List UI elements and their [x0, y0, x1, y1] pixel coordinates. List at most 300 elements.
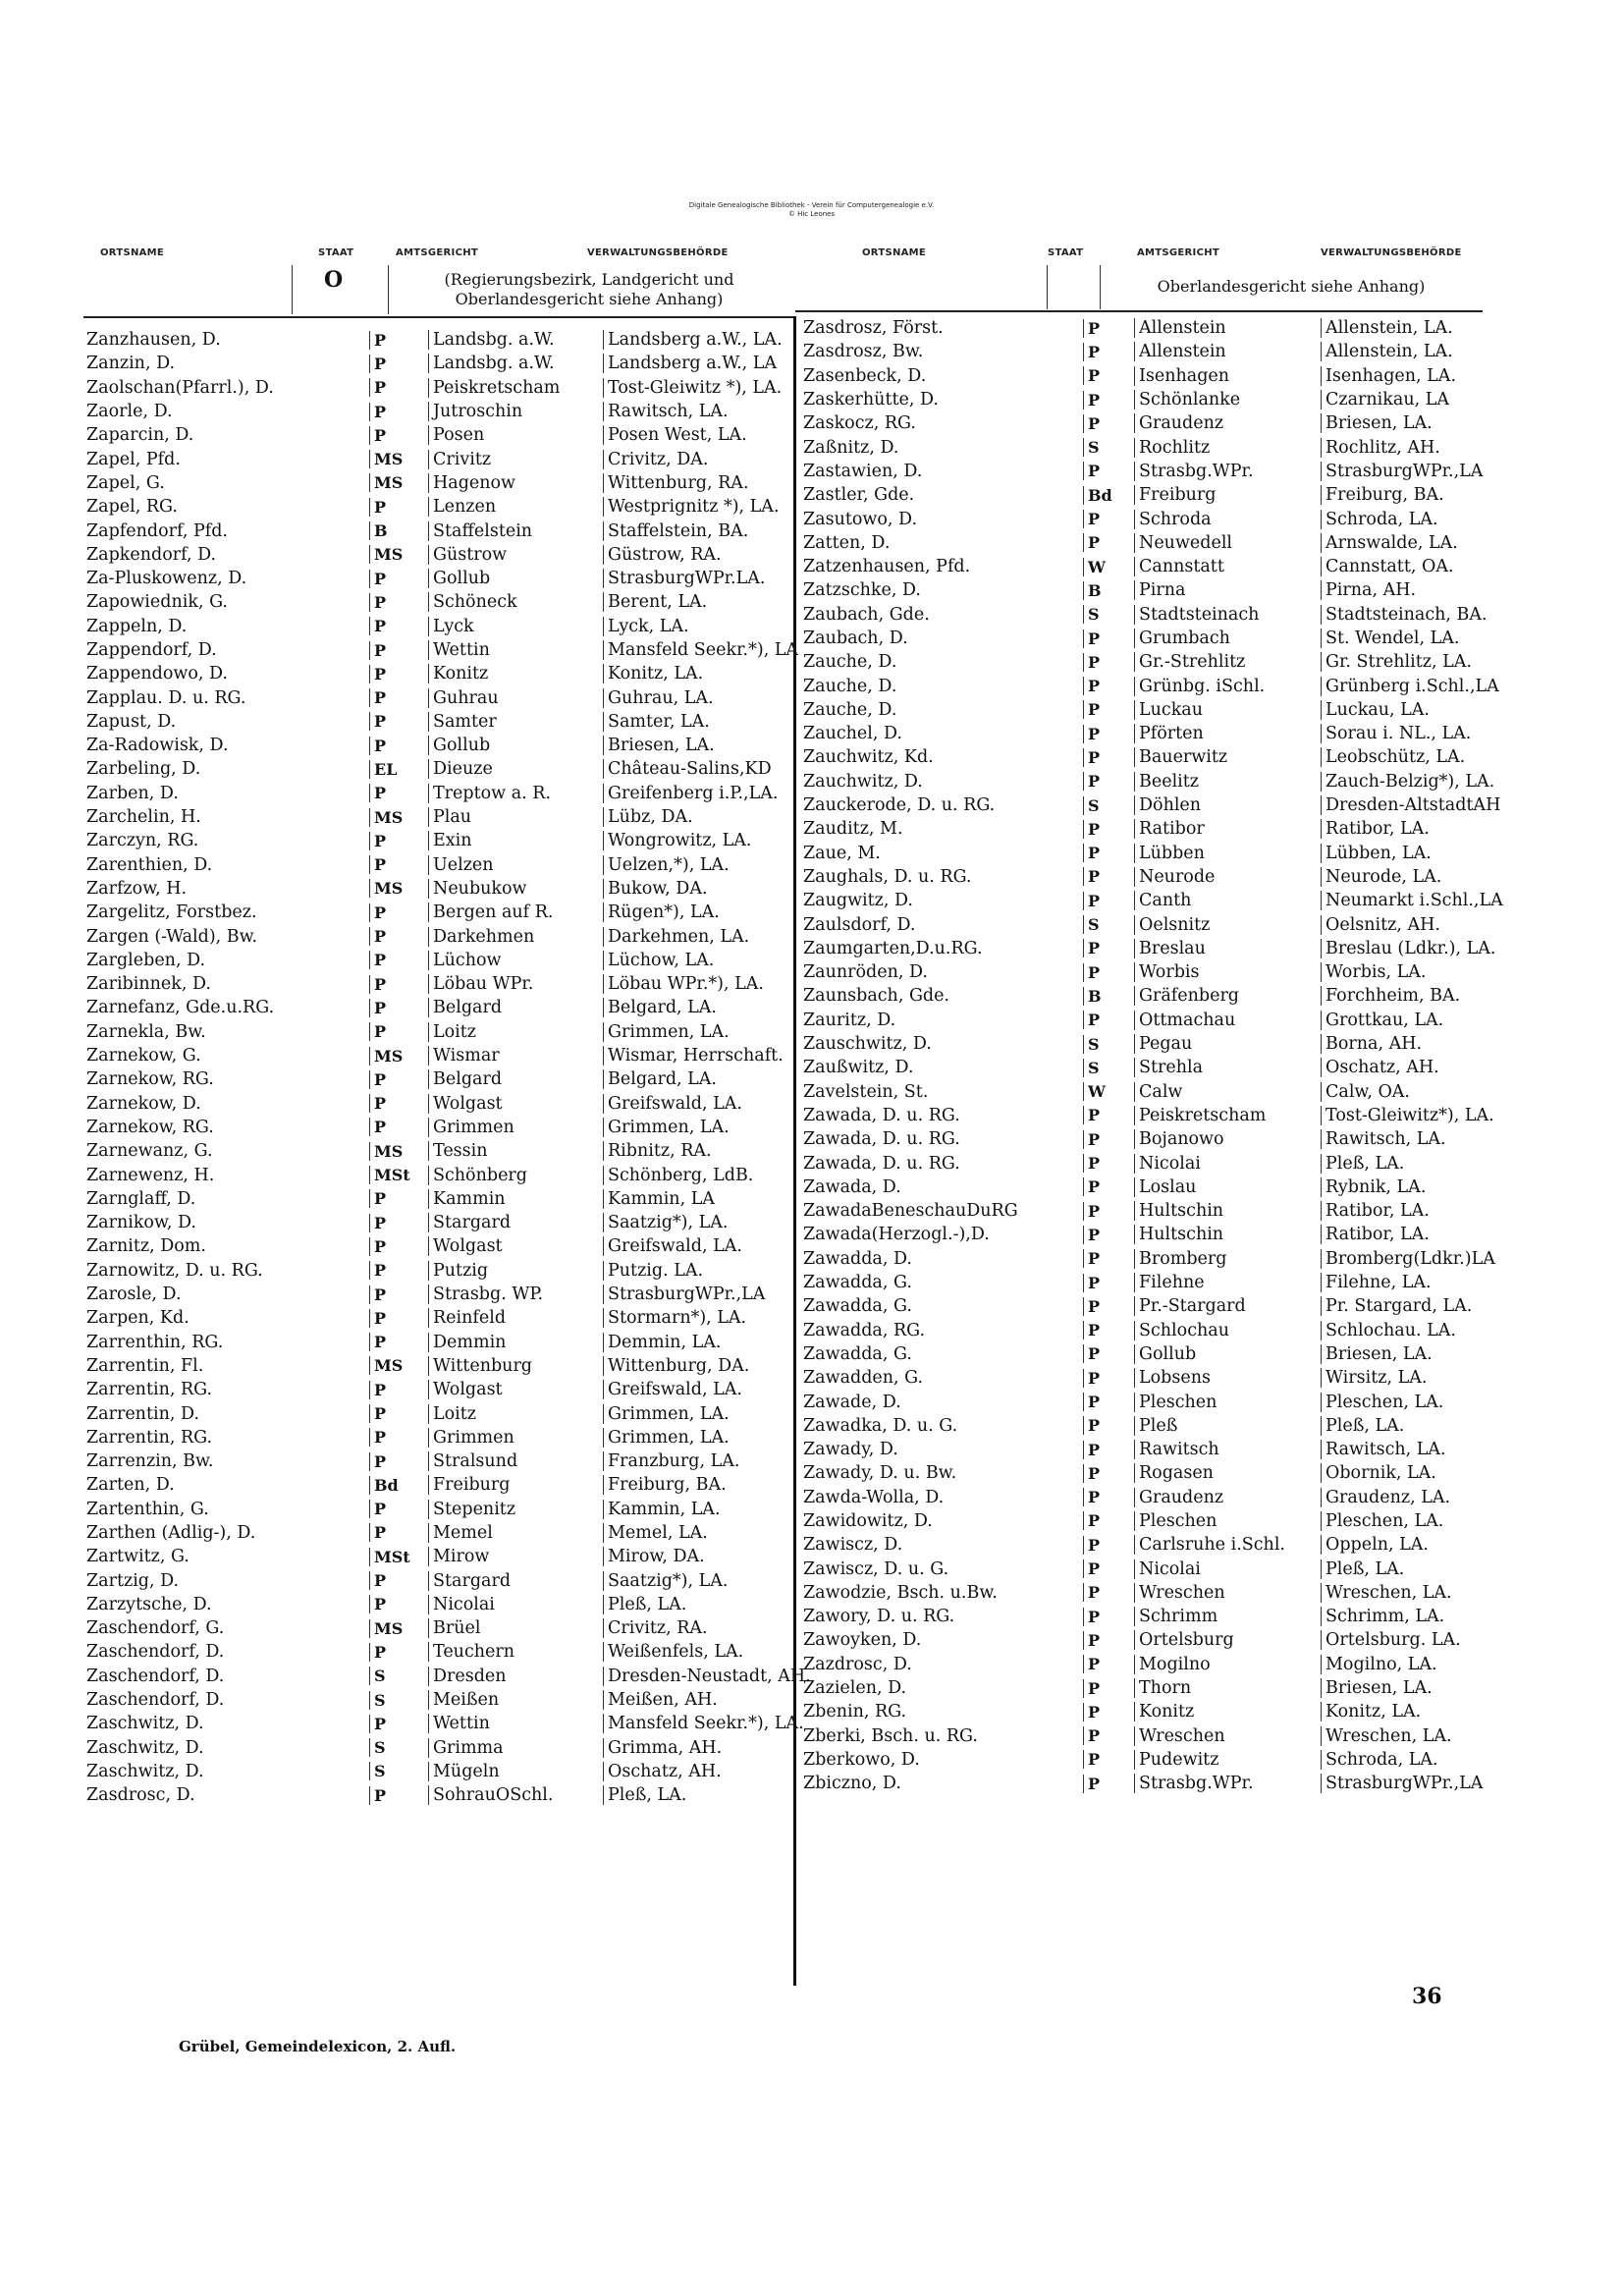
- place-name: Za-Radowisk, D.: [86, 736, 229, 756]
- divider: [292, 265, 293, 314]
- administrative-authority: Allenstein, LA.: [1321, 342, 1539, 361]
- district-court: Bojanowo: [1134, 1129, 1321, 1149]
- state-code: P: [1083, 1583, 1134, 1602]
- district-court: Meißen: [428, 1690, 603, 1710]
- state-code: S: [1083, 1035, 1134, 1054]
- state-code: P: [1083, 1441, 1134, 1459]
- place-name: Zawiscz, D.: [803, 1535, 903, 1556]
- state-code: P: [369, 1571, 428, 1590]
- place-name: Zaparcin, D.: [86, 425, 194, 446]
- state-code: P: [1083, 1464, 1134, 1483]
- table-row: [803, 1294, 1539, 1318]
- place-name: Zaschendorf, D.: [86, 1642, 225, 1663]
- state-code: P: [1083, 1274, 1134, 1292]
- district-court: Schlochau: [1134, 1321, 1321, 1340]
- place-name: Zappeln, D.: [86, 616, 188, 636]
- place-name: Zaugwitz, D.: [803, 891, 913, 911]
- place-name: Zarrentin, Fl.: [86, 1355, 204, 1376]
- administrative-authority: Löbau WPr.*), LA.: [603, 974, 823, 994]
- place-name: Zarzytsche, D.: [86, 1594, 212, 1614]
- administrative-authority: Pleß, LA.: [603, 1595, 823, 1614]
- table-row: [86, 901, 823, 924]
- table-row: [86, 949, 823, 972]
- place-name: Zawade, D.: [803, 1392, 901, 1412]
- table-row: [86, 710, 823, 734]
- table-row: [803, 817, 1539, 841]
- place-name: Zarrentin, RG.: [86, 1427, 213, 1448]
- state-code: P: [1083, 1679, 1134, 1698]
- table-row: [86, 1736, 823, 1760]
- table-row: [803, 1605, 1539, 1628]
- state-code: P: [369, 951, 428, 969]
- administrative-authority: Greifswald, LA.: [603, 1094, 823, 1114]
- district-court: Belgard: [428, 998, 603, 1017]
- table-row: [803, 555, 1539, 578]
- district-court: Brüel: [428, 1618, 603, 1638]
- administrative-authority: Forchheim, BA.: [1321, 986, 1539, 1006]
- state-code: S: [369, 1691, 428, 1710]
- state-code: P: [369, 712, 428, 731]
- table-row: [803, 1533, 1539, 1557]
- district-court: Ratibor: [1134, 819, 1321, 839]
- district-court: Neuwedell: [1134, 533, 1321, 553]
- table-row: [803, 316, 1539, 340]
- district-court: Stralsund: [428, 1451, 603, 1471]
- administrative-authority: Lübben, LA.: [1321, 844, 1539, 863]
- district-court: Plau: [428, 807, 603, 827]
- district-court: Stargard: [428, 1571, 603, 1591]
- state-code: W: [1083, 558, 1134, 576]
- place-name: Zarnekla, Bw.: [86, 1021, 206, 1042]
- place-name: Zapel, G.: [86, 472, 165, 493]
- table-row: [86, 1640, 823, 1664]
- place-name: Zawada, D.: [803, 1176, 901, 1197]
- place-name: Zawada(Herzogl.-),D.: [803, 1225, 990, 1245]
- state-code: P: [369, 1285, 428, 1304]
- district-court: Samter: [428, 712, 603, 732]
- table-row: [803, 1724, 1539, 1748]
- district-court: Strasbg.WPr.: [1134, 1774, 1321, 1793]
- credit-line-2: © Hic Leones: [787, 210, 836, 218]
- administrative-authority: Kammin, LA: [603, 1189, 823, 1209]
- state-code: P: [1083, 1703, 1134, 1722]
- place-name: Zarnewanz, G.: [86, 1141, 213, 1162]
- administrative-authority: Ribnitz, RA.: [603, 1141, 823, 1161]
- state-code: MS: [369, 879, 428, 898]
- district-court: Pirna: [1134, 580, 1321, 600]
- administrative-authority: StrasburgWPr.LA.: [603, 569, 823, 588]
- administrative-authority: Grimmen, LA.: [603, 1404, 823, 1424]
- place-name: Zawadda, RG.: [803, 1320, 926, 1340]
- state-code: Bd: [1083, 486, 1134, 505]
- district-court: Gollub: [428, 736, 603, 755]
- place-name: Zapowiednik, G.: [86, 592, 228, 613]
- place-name: Zawadda, G.: [803, 1273, 912, 1293]
- table-row: [803, 1104, 1539, 1127]
- administrative-authority: Freiburg, BA.: [603, 1475, 823, 1495]
- place-name: Zazdrosc, D.: [803, 1654, 912, 1674]
- state-code: P: [1083, 700, 1134, 719]
- administrative-authority: Belgard, LA.: [603, 998, 823, 1017]
- state-code: P: [369, 641, 428, 660]
- place-name: Zauchwitz, Kd.: [803, 747, 934, 768]
- district-court: Grimma: [428, 1738, 603, 1758]
- table-row: [803, 1366, 1539, 1390]
- district-court: Stadtsteinach: [1134, 605, 1321, 625]
- table-row: [803, 1438, 1539, 1461]
- district-court: Rawitsch: [1134, 1440, 1321, 1459]
- state-code: S: [1083, 915, 1134, 934]
- district-court: Schroda: [1134, 510, 1321, 529]
- table-row: [86, 1449, 823, 1473]
- state-code: P: [1083, 963, 1134, 982]
- place-name: Zberkowo, D.: [803, 1749, 920, 1770]
- place-name: Zauritz, D.: [803, 1010, 896, 1030]
- place-name: Zatzschke, D.: [803, 580, 921, 601]
- administrative-authority: Graudenz, LA.: [1321, 1488, 1539, 1507]
- administrative-authority: Lyck, LA.: [603, 617, 823, 636]
- place-name: Zarbeling, D.: [86, 759, 201, 780]
- district-court: Pudewitz: [1134, 1750, 1321, 1770]
- table-row: [86, 853, 823, 877]
- administrative-authority: Greifswald, LA.: [603, 1380, 823, 1399]
- administrative-authority: Allenstein, LA.: [1321, 318, 1539, 338]
- table-row: [803, 1700, 1539, 1723]
- state-code: P: [1083, 1559, 1134, 1578]
- administrative-authority: Borna, AH.: [1321, 1034, 1539, 1054]
- district-court: Gr.-Strehlitz: [1134, 652, 1321, 672]
- state-code: P: [1083, 391, 1134, 410]
- place-name: Zauckerode, D. u. RG.: [803, 795, 996, 816]
- place-name: Za-Pluskowenz, D.: [86, 569, 247, 589]
- district-court: Lüchow: [428, 951, 603, 970]
- district-court: Uelzen: [428, 855, 603, 875]
- place-name: Zarthen (Adlig-), D.: [86, 1522, 256, 1543]
- administrative-authority: Landsberg a.W., LA.: [603, 330, 823, 350]
- administrative-authority: Lübz, DA.: [603, 807, 823, 827]
- place-name: Zapel, RG.: [86, 497, 178, 518]
- administrative-authority: Pleschen, LA.: [1321, 1511, 1539, 1531]
- state-code: P: [369, 975, 428, 994]
- state-code: P: [1083, 892, 1134, 910]
- district-court: Loslau: [1134, 1177, 1321, 1197]
- table-row: [86, 1020, 823, 1044]
- table-row: [86, 1283, 823, 1306]
- table-row: [803, 698, 1539, 722]
- administrative-authority: Zauch-Belzig*), LA.: [1321, 772, 1539, 792]
- place-name: Zawadda, D.: [803, 1248, 912, 1269]
- table-row: [803, 1414, 1539, 1438]
- administrative-authority: Wirsitz, LA.: [1321, 1368, 1539, 1388]
- administrative-authority: Rawitsch, LA.: [603, 402, 823, 421]
- region-note-line-2: Oberlandesgericht siehe Anhang): [455, 290, 724, 308]
- district-court: Nicolai: [428, 1595, 603, 1614]
- district-court: Luckau: [1134, 700, 1321, 720]
- state-code: P: [1083, 748, 1134, 767]
- staat-symbol-left: O: [324, 267, 344, 293]
- table-row: [803, 483, 1539, 507]
- administrative-authority: Rawitsch, LA.: [1321, 1440, 1539, 1459]
- administrative-authority: Worbis, LA.: [1321, 962, 1539, 982]
- place-name: Zaschendorf, D.: [86, 1690, 225, 1711]
- administrative-authority: Konitz, LA.: [1321, 1702, 1539, 1722]
- left-header-ortsname: ORTSNAME: [100, 247, 165, 258]
- district-court: Mügeln: [428, 1762, 603, 1781]
- place-name: Zarfzow, H.: [86, 878, 188, 899]
- administrative-authority: Tost-Gleiwitz *), LA.: [603, 378, 823, 398]
- state-code: P: [1083, 1726, 1134, 1745]
- state-code: P: [369, 1523, 428, 1542]
- state-code: P: [369, 784, 428, 802]
- table-row: [803, 411, 1539, 435]
- administrative-authority: Ortelsburg. LA.: [1321, 1630, 1539, 1650]
- table-row: [86, 590, 823, 614]
- place-name: Zaßnitz, D.: [803, 437, 899, 458]
- district-court: Treptow a. R.: [428, 784, 603, 803]
- administrative-authority: Oelsnitz, AH.: [1321, 915, 1539, 935]
- district-court: Nicolai: [1134, 1559, 1321, 1579]
- district-court: Grumbach: [1134, 629, 1321, 648]
- table-row: [86, 1116, 823, 1139]
- district-court: Allenstein: [1134, 342, 1321, 361]
- table-row: [803, 1772, 1539, 1795]
- place-name: Zartwitz, G.: [86, 1547, 189, 1567]
- district-court: Wettin: [428, 640, 603, 660]
- table-row: [86, 1067, 823, 1091]
- administrative-authority: Grimmen, LA.: [603, 1428, 823, 1448]
- district-court: Bromberg: [1134, 1249, 1321, 1269]
- state-code: P: [1083, 343, 1134, 361]
- table-row: [86, 543, 823, 567]
- administrative-authority: Cannstatt, OA.: [1321, 557, 1539, 576]
- table-row: [803, 1557, 1539, 1580]
- table-row: [803, 960, 1539, 984]
- rule-right: [795, 310, 1483, 312]
- district-court: Canth: [1134, 891, 1321, 910]
- district-court: Stargard: [428, 1213, 603, 1232]
- administrative-authority: Kammin, LA.: [603, 1500, 823, 1519]
- place-name: Zarnekow, RG.: [86, 1069, 214, 1090]
- table-row: [803, 842, 1539, 865]
- place-name: Zargleben, D.: [86, 950, 206, 970]
- administrative-authority: StrasburgWPr.,LA: [1321, 462, 1539, 481]
- state-code: S: [369, 1762, 428, 1780]
- table-row: [803, 674, 1539, 697]
- place-name: Zauche, D.: [803, 699, 897, 720]
- table-row: [86, 757, 823, 781]
- state-code: P: [1083, 939, 1134, 957]
- administrative-authority: Belgard, LA.: [603, 1069, 823, 1089]
- state-code: P: [1083, 1249, 1134, 1268]
- state-code: MS: [369, 1142, 428, 1161]
- administrative-authority: Stadtsteinach, BA.: [1321, 605, 1539, 625]
- district-court: Neubukow: [428, 879, 603, 899]
- left-header-staat: STAAT: [318, 247, 354, 258]
- place-name: Zatzenhausen, Pfd.: [803, 557, 971, 577]
- district-court: Staffelstein: [428, 521, 603, 541]
- district-court: Memel: [428, 1523, 603, 1543]
- administrative-authority: Oppeln, LA.: [1321, 1535, 1539, 1555]
- state-code: P: [1083, 1775, 1134, 1793]
- place-name: Zarosle, D.: [86, 1285, 182, 1305]
- table-row: [86, 877, 823, 901]
- state-code: P: [1083, 653, 1134, 672]
- district-court: Pförten: [1134, 724, 1321, 743]
- table-row: [803, 531, 1539, 555]
- administrative-authority: Pleß, LA.: [1321, 1559, 1539, 1579]
- place-name: Zawada, D. u. RG.: [803, 1153, 960, 1174]
- district-court: Gollub: [1134, 1344, 1321, 1364]
- district-court: Filehne: [1134, 1273, 1321, 1292]
- district-court: Konitz: [1134, 1702, 1321, 1722]
- district-court: Mirow: [428, 1547, 603, 1566]
- state-code: P: [369, 1715, 428, 1733]
- district-court: Strehla: [1134, 1058, 1321, 1077]
- place-name: Zauche, D.: [803, 676, 897, 696]
- state-code: S: [1083, 605, 1134, 624]
- table-row: [86, 1426, 823, 1449]
- district-court: Landsbg. a.W.: [428, 354, 603, 373]
- table-row: [86, 972, 823, 996]
- state-code: P: [369, 903, 428, 922]
- credit-notice: [0, 201, 1623, 219]
- table-row: [803, 984, 1539, 1008]
- place-name: Zargelitz, Forstbez.: [86, 902, 257, 923]
- place-name: Zavelstein, St.: [803, 1081, 929, 1102]
- table-row: [86, 1688, 823, 1712]
- table-row: [803, 1223, 1539, 1246]
- table-row: [86, 1593, 823, 1616]
- administrative-authority: Oschatz, AH.: [603, 1762, 823, 1781]
- administrative-authority: Posen West, LA.: [603, 425, 823, 445]
- state-code: P: [1083, 1536, 1134, 1555]
- table-row: [803, 1009, 1539, 1032]
- administrative-authority: St. Wendel, LA.: [1321, 629, 1539, 648]
- district-court: Thorn: [1134, 1678, 1321, 1698]
- state-code: P: [1083, 1750, 1134, 1769]
- state-code: P: [1083, 725, 1134, 743]
- district-court: Lobsens: [1134, 1368, 1321, 1388]
- state-code: P: [1083, 1393, 1134, 1411]
- table-row: [803, 507, 1539, 530]
- table-row: [803, 1271, 1539, 1294]
- district-court: Ortelsburg: [1134, 1630, 1321, 1650]
- place-name: Zarnglaff, D.: [86, 1188, 196, 1209]
- state-code: P: [369, 1237, 428, 1256]
- table-row: [86, 328, 823, 352]
- state-code: S: [1083, 1059, 1134, 1077]
- table-row: [86, 1401, 823, 1425]
- administrative-authority: Mogilno, LA.: [1321, 1655, 1539, 1674]
- place-name: Zaschwitz, D.: [86, 1761, 204, 1781]
- state-code: P: [369, 1595, 428, 1613]
- administrative-authority: Crivitz, DA.: [603, 450, 823, 469]
- table-row: [803, 1151, 1539, 1175]
- state-code: P: [1083, 366, 1134, 385]
- administrative-authority: Grünberg i.Schl.,LA: [1321, 677, 1539, 696]
- credit-line-1: Digitale Genealogische Bibliothek - Verein für Computergenealogie e.V.: [688, 201, 935, 209]
- table-row: [803, 650, 1539, 674]
- table-row: [803, 1056, 1539, 1079]
- district-court: Grimmen: [428, 1118, 603, 1137]
- administrative-authority: Schroda, LA.: [1321, 510, 1539, 529]
- table-row: [86, 685, 823, 709]
- administrative-authority: Westprignitz *), LA.: [603, 497, 823, 517]
- table-row: [803, 937, 1539, 960]
- state-code: P: [1083, 1488, 1134, 1506]
- district-court: SohrauOSchl.: [428, 1785, 603, 1805]
- administrative-authority: Landsberg a.W., LA: [603, 354, 823, 373]
- table-row: [86, 1330, 823, 1353]
- state-code: P: [1083, 1011, 1134, 1029]
- administrative-authority: Isenhagen, LA.: [1321, 366, 1539, 386]
- district-court: Carlsruhe i.Schl.: [1134, 1535, 1321, 1555]
- place-name: Zarchelin, H.: [86, 807, 201, 828]
- table-row: [86, 615, 823, 638]
- administrative-authority: Czarnikau, LA: [1321, 390, 1539, 410]
- table-row: [86, 1234, 823, 1258]
- administrative-authority: Ratibor, LA.: [1321, 819, 1539, 839]
- table-row: [86, 996, 823, 1019]
- district-court: Guhrau: [428, 688, 603, 708]
- district-court: Graudenz: [1134, 1488, 1321, 1507]
- state-code: P: [369, 1404, 428, 1423]
- state-code: MS: [369, 473, 428, 492]
- district-court: Bauerwitz: [1134, 747, 1321, 767]
- table-row: [86, 1163, 823, 1186]
- table-row: [803, 1199, 1539, 1223]
- table-row: [803, 1748, 1539, 1772]
- administrative-authority: Wreschen, LA.: [1321, 1726, 1539, 1746]
- table-row: [803, 1032, 1539, 1056]
- administrative-authority: Schlochau. LA.: [1321, 1321, 1539, 1340]
- table-row: [86, 1187, 823, 1211]
- district-court: Wettin: [428, 1714, 603, 1733]
- administrative-authority: Guhrau, LA.: [603, 688, 823, 708]
- state-code: P: [1083, 1631, 1134, 1650]
- state-code: P: [369, 1309, 428, 1328]
- administrative-authority: Wreschen, LA.: [1321, 1583, 1539, 1603]
- administrative-authority: Stormarn*), LA.: [603, 1308, 823, 1328]
- administrative-authority: Filehne, LA.: [1321, 1273, 1539, 1292]
- district-court: Jutroschin: [428, 402, 603, 421]
- administrative-authority: Grimmen, LA.: [603, 1118, 823, 1137]
- table-row: [86, 376, 823, 400]
- administrative-authority: Dresden-AltstadtAH: [1321, 795, 1539, 815]
- place-name: Zauchwitz, D.: [803, 771, 923, 792]
- table-row: [86, 1473, 823, 1497]
- administrative-authority: Rawitsch, LA.: [1321, 1129, 1539, 1149]
- administrative-authority: Greifenberg i.P.,LA.: [603, 784, 823, 803]
- administrative-authority: Grimma, AH.: [603, 1738, 823, 1758]
- state-code: MS: [369, 545, 428, 564]
- table-row: [86, 400, 823, 423]
- state-code: P: [369, 355, 428, 373]
- district-court: Strasbg. WP.: [428, 1285, 603, 1304]
- district-court: Lyck: [428, 617, 603, 636]
- place-name: Zaorle, D.: [86, 402, 173, 422]
- place-name: Zawory, D. u. RG.: [803, 1607, 955, 1627]
- state-code: P: [369, 1333, 428, 1351]
- place-name: Zanzin, D.: [86, 354, 176, 374]
- place-name: Zarrenzin, Bw.: [86, 1451, 214, 1472]
- district-court: Hultschin: [1134, 1201, 1321, 1221]
- state-code: P: [369, 617, 428, 635]
- district-court: Loitz: [428, 1022, 603, 1042]
- state-code: P: [369, 999, 428, 1017]
- place-name: Zbenin, RG.: [803, 1702, 907, 1722]
- district-court: Wolgast: [428, 1236, 603, 1256]
